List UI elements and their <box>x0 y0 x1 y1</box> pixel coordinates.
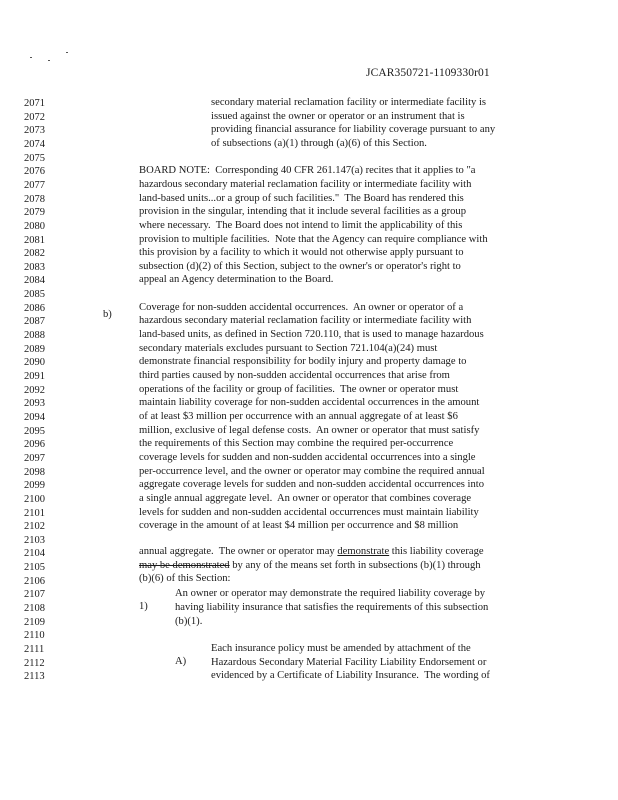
line-number: 2109 <box>24 616 45 628</box>
subsection-b-label: b) <box>103 309 112 320</box>
subsection-b-line: annual aggregate. The owner or operator may demonstrate this liability coverage <box>139 546 484 557</box>
subsection-b-line: maintain liability coverage for non-sudden accidental occurrences in the amount <box>139 397 480 409</box>
board-note-line: land-based units...or a group of such facilities." The Board has rendered this <box>139 192 464 204</box>
subsection-b1-line: An owner or operator may demonstrate the required liability coverage by <box>175 588 486 600</box>
board-note-line: appeal an Agency determination to the Board. <box>139 274 334 286</box>
line-number: 2098 <box>24 466 45 478</box>
line-number: 2081 <box>24 234 45 246</box>
board-note-line: subsection (d)(2) of this Section, subject to the owner's or operator's right to <box>139 260 461 272</box>
line-number: 2090 <box>24 357 45 369</box>
line-number: 2108 <box>24 603 45 615</box>
board-note-line: hazardous secondary material reclamation facility or intermediate facility with <box>139 178 472 190</box>
subsection-b1A-label: A) <box>175 656 187 667</box>
line-number: 2083 <box>24 261 45 273</box>
subsection-b-line: coverage in the amount of at least $4 million per occurrence and $8 million <box>139 520 459 532</box>
line-number: 2111 <box>24 644 45 655</box>
subsection-b-line: coverage levels for sudden and non-sudden accidental occurrences into a single <box>139 451 476 463</box>
subsection-b-line: per-occurrence level, and the owner or operator may combine the required annual <box>139 465 485 477</box>
line-number: 2089 <box>24 343 45 355</box>
subsection-b1A-line: Hazardous Secondary Material Facility Liability Endorsement or <box>211 656 487 668</box>
line-number: 2103 <box>24 534 45 546</box>
subsection-b-line: of at least $3 million per occurrence with an annual aggregate of at least $6 <box>139 410 458 422</box>
text-line: providing financial assurance for liability coverage pursuant to any <box>211 124 496 136</box>
scan-speck <box>48 60 50 61</box>
line-number: 2075 <box>24 152 45 164</box>
line-number: 2110 <box>24 630 45 642</box>
line-number: 2082 <box>24 248 45 260</box>
line-number: 2086 <box>24 302 45 314</box>
line-number: 2096 <box>24 439 45 451</box>
board-note-line: this provision by a facility to which it would not otherwise apply pursuant to <box>139 247 464 259</box>
subsection-b1-line: having liability insurance that satisfies the requirements of this subsection <box>175 602 489 614</box>
line-number: 2092 <box>24 384 45 396</box>
line-number: 2101 <box>24 507 45 519</box>
board-note-line: BOARD NOTE: Corresponding 40 CFR 261.147(a) recites that it applies to "a <box>139 165 476 177</box>
line-number: 2091 <box>24 371 45 382</box>
line-number: 2094 <box>24 411 45 423</box>
subsection-b-line: (b)(6) of this Section: <box>139 573 231 584</box>
board-note-line: where necessary. The Board does not intend to limit the applicability of this <box>139 219 463 231</box>
subsection-b-line: Coverage for non-sudden accidental occurrences. An owner or operator of a <box>139 301 464 313</box>
subsection-b-line: demonstrate financial responsibility for bodily injury and property damage to <box>139 356 467 368</box>
subsection-b-line: levels for sudden and non-sudden accidental occurrences must maintain liability <box>139 506 479 518</box>
subsection-b-line: operations of the facility or group of facilities. The owner or operator must <box>139 383 459 395</box>
line-number: 2071 <box>24 98 45 109</box>
line-number: 2093 <box>24 398 45 410</box>
line-number: 2107 <box>24 589 45 601</box>
line-number: 2084 <box>24 275 45 287</box>
line-number: 2078 <box>24 193 45 205</box>
subsection-b-line: the requirements of this Section may combine the required per-occurrence <box>139 438 454 450</box>
line-number: 2085 <box>24 289 45 301</box>
subsection-b-line: million, exclusive of legal defense costs. An owner or operator that must satisfy <box>139 424 480 436</box>
text-line: secondary material reclamation facility or intermediate facility is <box>211 97 487 108</box>
line-number: 2113 <box>24 671 45 683</box>
line-number: 2080 <box>24 220 45 232</box>
line-number: 2079 <box>24 207 45 219</box>
line-number: 2074 <box>24 138 45 150</box>
line-number: 2072 <box>24 111 45 123</box>
subsection-b1-label: 1) <box>139 601 148 612</box>
subsection-b1-line: (b)(1). <box>175 615 203 627</box>
line-number: 2100 <box>24 493 45 505</box>
line-number: 2087 <box>24 316 45 328</box>
line-number: 2095 <box>24 425 45 437</box>
subsection-b-line: a single annual aggregate level. An owner or operator that combines coverage <box>139 492 472 504</box>
subsection-b-line: third parties caused by non-sudden accidental occurrences that arise from <box>139 370 450 381</box>
subsection-b-line: secondary materials excludes pursuant to Section 721.104(a)(24) must <box>139 342 438 354</box>
line-number: 2097 <box>24 452 45 464</box>
line-number: 2099 <box>24 480 45 492</box>
text-line: of subsections (a)(1) through (a)(6) of this Section. <box>211 137 427 149</box>
subsection-b-line: land-based units, as defined in Section 720.110, that is used to manage hazardous <box>139 329 484 341</box>
scan-speck <box>66 52 68 53</box>
document-id: JCAR350721-1109330r01 <box>366 67 490 79</box>
line-number: 2104 <box>24 548 45 560</box>
subsection-b-line: aggregate coverage levels for sudden and non-sudden accidental occurrences into <box>139 479 485 491</box>
line-number: 2106 <box>24 575 45 587</box>
struck-deletion: may be demonstrated <box>139 560 230 571</box>
line-number: 2077 <box>24 179 45 191</box>
board-note-line: provision in the singular, intending that it include several facilities as a group <box>139 206 467 218</box>
subsection-b-line: may be demonstrated by any of the means set forth in subsections (b)(1) through <box>139 560 481 571</box>
scan-speck <box>30 57 32 58</box>
line-number: 2076 <box>24 166 45 178</box>
line-number: 2105 <box>24 562 45 574</box>
line-number: 2102 <box>24 521 45 533</box>
text-line: issued against the owner or operator or an instrument that is <box>211 110 465 122</box>
line-number: 2112 <box>24 657 45 669</box>
subsection-b1A-line: evidenced by a Certificate of Liability Insurance. The wording of <box>211 670 490 682</box>
subsection-b-line: hazardous secondary material reclamation facility or intermediate facility with <box>139 315 472 327</box>
board-note-line: provision to multiple facilities. Note that the Agency can require compliance with <box>139 233 488 245</box>
line-number: 2088 <box>24 330 45 342</box>
subsection-b1A-line: Each insurance policy must be amended by attachment of the <box>211 643 471 654</box>
underlined-insertion: demonstrate <box>337 546 390 557</box>
line-number: 2073 <box>24 125 45 137</box>
